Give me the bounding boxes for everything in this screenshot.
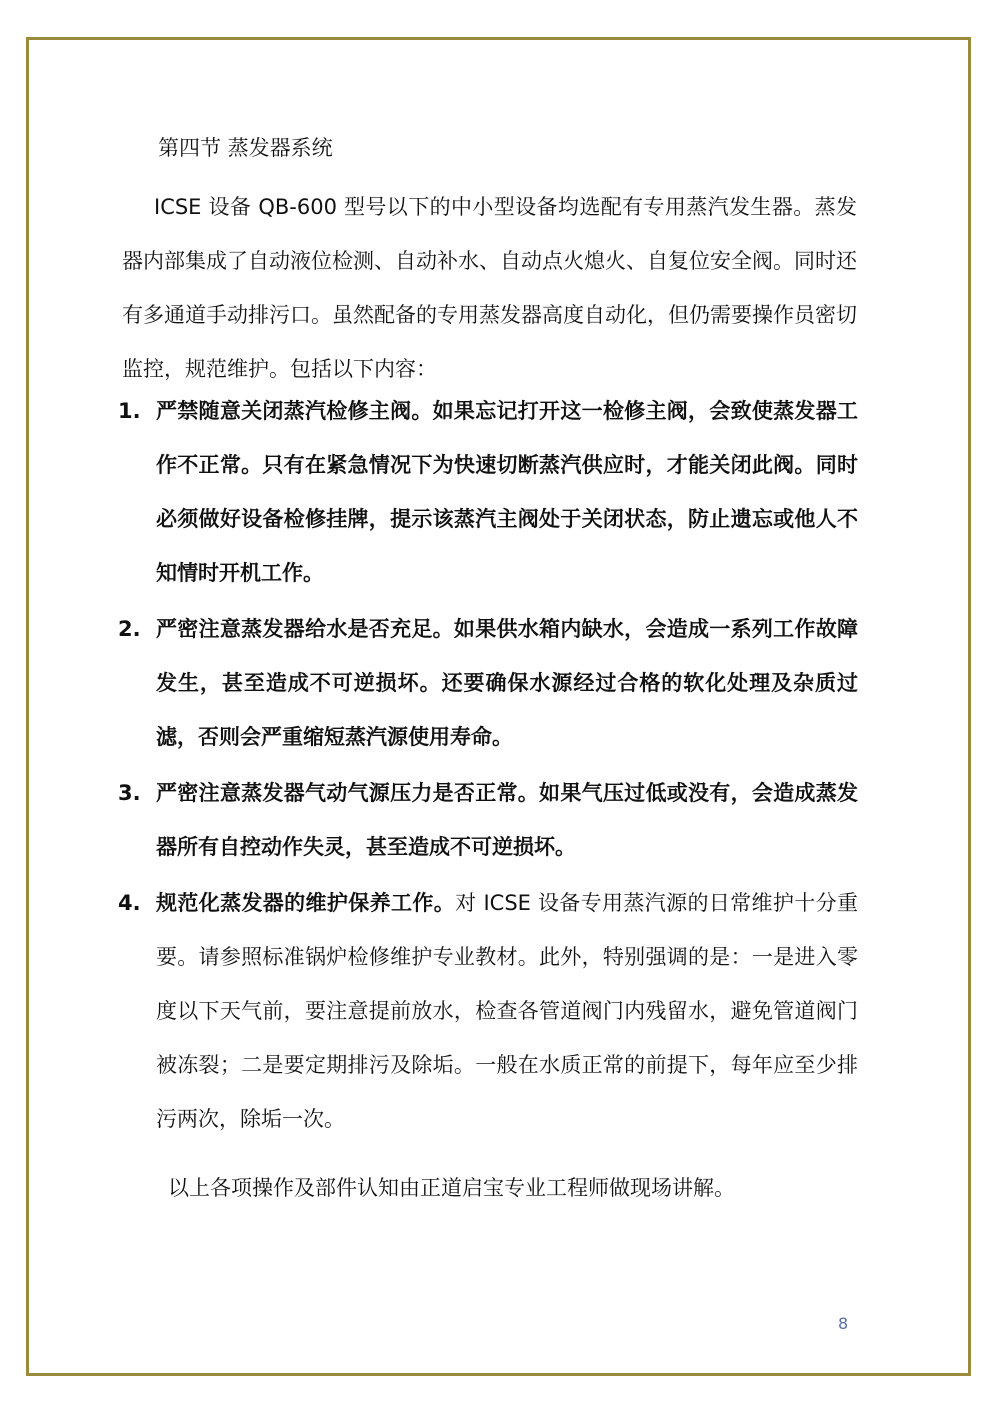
- list-item: [118, 602, 858, 764]
- page-number: 8: [838, 1314, 849, 1333]
- list-item: [118, 384, 858, 600]
- list-item: [118, 766, 858, 874]
- section-title: 第四节 蒸发器系统: [158, 136, 333, 160]
- list-number: 3.: [118, 781, 141, 805]
- list-number: 1.: [118, 399, 141, 423]
- list-number: 4.: [118, 891, 141, 915]
- closing-note: 以上各项操作及部件认知由正道启宝专业工程师做现场讲解。: [168, 1176, 735, 1200]
- intro-paragraph: [122, 180, 857, 396]
- maintenance-list: [118, 384, 858, 1148]
- list-item-bold: 严密注意蒸发器给水是否充足。如果供水箱内缺水，会造成一系列工作故障发生，甚至造成不可逆损坏。还要确保水源经过合格的软化处理及杂质过滤，否则会严重缩短蒸汽源使用寿命。: [156, 617, 858, 749]
- list-item-bold: 规范化蒸发器的维护保养工作。: [156, 891, 456, 915]
- list-item-bold: 严禁随意关闭蒸汽检修主阀。如果忘记打开这一检修主阀，会致使蒸发器工作不正常。只有在紧急情况下为快速切断蒸汽供应时，才能关闭此阀。同时必须做好设备检修挂牌，提示该蒸汽主阀处于关闭状态，防止遗忘或他人不知情时开机工作。: [156, 399, 858, 585]
- list-item-text: 对 ICSE 设备专用蒸汽源的日常维护十分重要。请参照标准锅炉检修维护专业教材。此外，特别强调的是：一是进入零度以下天气前，要注意提前放水，检查各管道阀门内残留水，避免管道阀门被冻裂；二是要定期排污及除垢。一般在水质正常的前提下，每年应至少排污两次，除垢一次。: [156, 891, 859, 1131]
- list-number: 2.: [118, 617, 141, 641]
- list-item: [118, 876, 858, 1146]
- list-item-bold: 严密注意蒸发器气动气源压力是否正常。如果气压过低或没有，会造成蒸发器所有自控动作失灵，甚至造成不可逆损坏。: [156, 781, 858, 859]
- intro-text: ICSE 设备 QB-600 型号以下的中小型设备均选配有专用蒸汽发生器。蒸发器内部集成了自动液位检测、自动补水、自动点火熄火、自复位安全阀。同时还有多通道手动排污口。虽然配备的专用蒸发器高度自动化，但仍需要操作员密切监控，规范维护。包括以下内容：: [122, 195, 857, 381]
